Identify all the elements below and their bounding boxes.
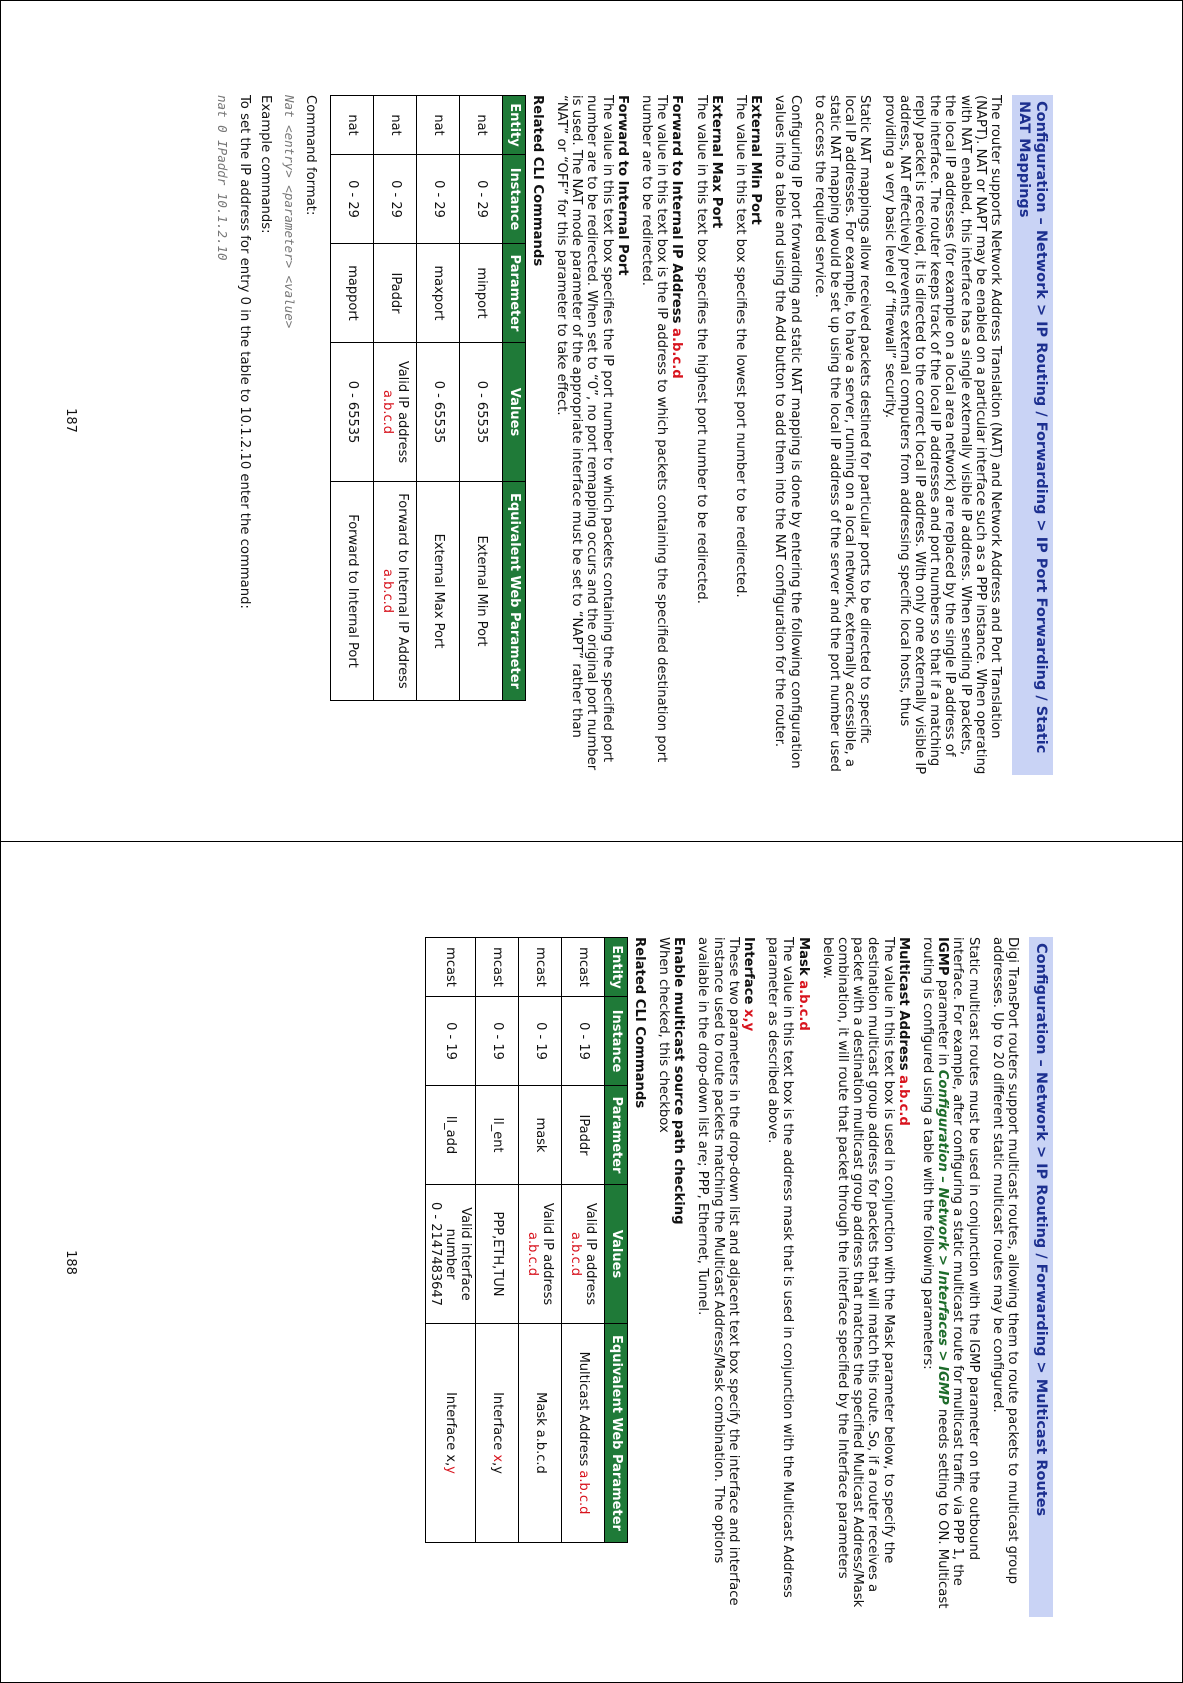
section-heading: Mask [795,937,811,981]
igmp-term: IGMP [935,937,951,976]
cell-entity: mcast [426,938,476,997]
cell-entity: nat [460,96,503,155]
cell-values [331,343,374,482]
cell-web-text: Interface [489,1392,505,1455]
section-forward-ip [639,95,685,775]
section-heading: Enable multicast source path checking [671,937,687,1225]
col-parameter: Parameter [605,1086,627,1185]
cell-entity: mcast [476,938,519,997]
section-text: These two parameters in the drop-down list and adjacent text box specify the interface and interface instance used to route packets matching the Multicast Address/Mask combination. The options available in the drop-down list are; PPP, Ethernet, Tunnel. [695,937,741,1606]
cell-web-variable: a.b.c.d [575,1470,591,1515]
cell-values-text: Valid IP address [395,360,411,464]
page-188 [0,842,1183,1683]
igmp-paragraph [920,937,981,1617]
cell-web-variable: y [443,1466,459,1474]
cell-parameter: IPaddr [562,1086,605,1185]
cell-values-text: 0 - 65535 [344,380,360,444]
cell-web-variable: a.b.c.d [380,568,396,613]
cell-web-tail: ,y [489,1462,505,1474]
page-title: Configuration – Network > IP Routing / Forwarding > IP Port Forwarding / Static NAT Mappings [1012,95,1053,775]
text-run: Static multicast routes must be used in conjunction with the IGMP parameter on the outbound interface. For example, after configuring a static multicast route for multicast traffic via PPP 1, the [950,937,981,1586]
section-heading: Forward to Internal IP Address [669,95,685,329]
cell-web-text: Interface x, [443,1392,459,1467]
text-run: needs setting to ON. Multicast routing is configured using a table with the following parameters: [919,937,951,1609]
example-label: Example commands: [257,95,273,234]
cli-label: Related CLI Commands [529,95,545,267]
cell-instance: 0 - 19 [426,997,476,1086]
col-instance: Instance [503,155,525,244]
cell-parameter: mapport [331,244,374,343]
cell-instance: 0 - 29 [374,155,417,244]
table-header-row [605,938,627,1543]
cell-parameter: mask [519,1086,562,1185]
section-external-max-port [693,95,723,775]
cell-instance: 0 - 29 [460,155,503,244]
table-row [417,96,460,701]
section-heading-variable: a.b.c.d [795,980,811,1031]
cell-instance: 0 - 19 [562,997,605,1086]
cell-values [519,1185,562,1324]
cell-entity: mcast [519,938,562,997]
col-instance: Instance [605,997,627,1086]
cell-entity: nat [374,96,417,155]
cell-instance: 0 - 29 [331,155,374,244]
table-row [519,938,562,1543]
cell-parameter: ll_add [426,1086,476,1185]
page-number: 187 [63,408,78,433]
cell-web: External Max Port [417,482,460,701]
cell-web-variable: x [489,1454,505,1463]
intro-paragraph: The router supports Network Address Translation (NAT) and Network Address and Port Translation (NAPT). NAT or NAPT may be enabled on a particular interface such as a PPP instance. When operating with NAT enabled, this interface has a single externally visible IP address. When sending IP packets, the local IP addresses (for example on a local area network) are replaced by the single IP address of the interface. The router keeps track of the local IP addresses and port numbers so that if a matching reply packet is received, it is directed to the correct local IP address. With only one externally visible IP address, NAT effectively prevents external computers from addressing specific local hosts, thus providing a very basic level of “firewall” security. [881,95,1003,775]
cell-web: Mask a.b.c.d [519,1324,562,1543]
cell-instance: 0 - 19 [519,997,562,1086]
col-parameter: Parameter [503,244,525,343]
cell-values-variable: a.b.c.d [380,389,396,434]
cell-values-text: Valid IP address [540,1202,556,1306]
cli-table [330,95,525,701]
table-row [331,96,374,701]
table-row [374,96,417,701]
cell-web [476,1324,519,1543]
cell-web-text: Multicast Address [575,1351,591,1471]
col-entity: Entity [605,938,627,997]
table-row [460,96,503,701]
cell-entity: nat [331,96,374,155]
page-title: Configuration – Network > IP Routing / Forwarding > Multicast Routes [1029,937,1053,1617]
cell-entity: nat [417,96,460,155]
col-web-parameter: Equivalent Web Parameter [503,482,525,701]
config-paragraph: Configuring IP port forwarding and static NAT mapping is done by entering the following configuration values into a table and using the Add button to add them into the NAT configuration for the router. [772,95,803,769]
cell-values-range: 0 - 2147483647 [428,1202,444,1306]
section-heading-variable: a.b.c.d [895,1075,911,1126]
section-heading: External Max Port [708,95,724,229]
cell-values: PPP,ETH,TUN [476,1185,519,1324]
section-text: The value in this text box specifies the highest port number to be redirected. [693,95,709,604]
command-format: Nat <entry> <parameter> <value> [282,95,298,329]
cell-parameter: ll_ent [476,1086,519,1185]
cell-web [374,482,417,701]
cell-instance: 0 - 29 [417,155,460,244]
section-heading-variable: a.b.c.d [669,328,685,379]
cell-web-text: Forward to Internal IP Address [395,493,411,689]
cell-values-text: Valid interface number [443,1207,474,1301]
col-entity: Entity [503,96,525,155]
section-source-path [656,937,686,1617]
cell-values-text: Valid IP address [583,1202,599,1306]
section-external-min-port [733,95,763,775]
section-heading: Multicast Address [895,937,911,1076]
cell-values-text: 0 - 65535 [430,380,446,444]
section-heading-variable: x,y [740,1009,756,1032]
section-multicast-address [820,937,911,1617]
cell-values [426,1185,476,1324]
cell-instance: 0 - 19 [476,997,519,1086]
section-text: The value in this text box is the IP address to which packets containing the specified destination port number are to be redirected. [638,95,670,763]
section-text: The value in this text box specifies the IP port number to which packets containing the specified port number are to be redirected. When set to “0”, no port remapping occurs and the original port number is used. The NAT mode parameter of the appropriate interface must be set to “NAPT” rather than “NAT” or “OFF” for this parameter to take effect. [553,95,615,771]
cell-values [562,1185,605,1324]
example-text: To set the IP address for entry 0 in the table to 10.1.2.10 enter the command: [236,95,252,609]
col-values: Values [605,1185,627,1324]
cell-entity: mcast [562,938,605,997]
cli-table [425,937,627,1543]
cell-values-variable: a.b.c.d [568,1231,584,1276]
page-187 [0,0,1183,841]
cell-parameter: minport [460,244,503,343]
cell-parameter: IPaddr [374,244,417,343]
cell-web [562,1324,605,1543]
static-nat-paragraph: Static NAT mappings allow received packets destined for particular ports to be directed to specific local IP addresses. For example, to have a server, running on a local network, externally accessible, a static NAT mapping would be set up using the local IP address of the server and the port number used to access the required service. [811,95,873,772]
col-values: Values [503,343,525,482]
section-heading: Interface [740,937,756,1010]
section-text: When checked, this checkbox [655,937,671,1133]
cell-parameter: maxport [417,244,460,343]
cell-values [460,343,503,482]
page-number: 188 [63,1250,78,1275]
cell-web: Forward to Internal Port [331,482,374,701]
section-heading: Forward to Internal Port [614,95,630,276]
table-header-row [503,96,525,701]
cli-label: Related CLI Commands [631,937,647,1109]
table-row [426,938,476,1543]
cell-web [426,1324,476,1543]
cell-values-variable: a.b.c.d [525,1231,541,1276]
section-text: The value in this text box specifies the lowest port number to be redirected. [732,95,748,598]
section-forward-port [554,95,630,775]
intro-paragraph: Digi TransPort routers support multicast routes, allowing them to route packets to multicast group addresses. Up to 20 different static multicast routes may be configured. [989,937,1020,1584]
col-web-parameter: Equivalent Web Parameter [605,1324,627,1543]
cell-values [417,343,460,482]
section-text: The value in this text box is the address mask that is used in conjunction with the Multicast Address parameter as described above. [765,937,796,1598]
cell-values [374,343,417,482]
cell-values-text: 0 - 65535 [473,380,489,444]
table-row [476,938,519,1543]
section-mask [765,937,811,1617]
section-text: The value in this text box is used in conjunction with the Mask parameter below, to specify the destination multicast group address for packets that will match this route. So, if a router receives a packet with a destination multicast group address that matches the specified Multicast Address/Mask combination, it will route that packet through the interface specified by the Interface parameters below. [819,937,896,1608]
text-run: parameter in [935,975,951,1070]
example-command: nat 0 IPaddr 10.1.2.10 [215,95,231,261]
cell-web: External Min Port [460,482,503,701]
section-heading: External Min Port [748,95,764,225]
command-format-label: Command format: [303,95,319,216]
table-row [562,938,605,1543]
section-interface [695,937,756,1617]
igmp-menu-path: Configuration – Network > Interfaces > IGMP [935,1069,951,1405]
